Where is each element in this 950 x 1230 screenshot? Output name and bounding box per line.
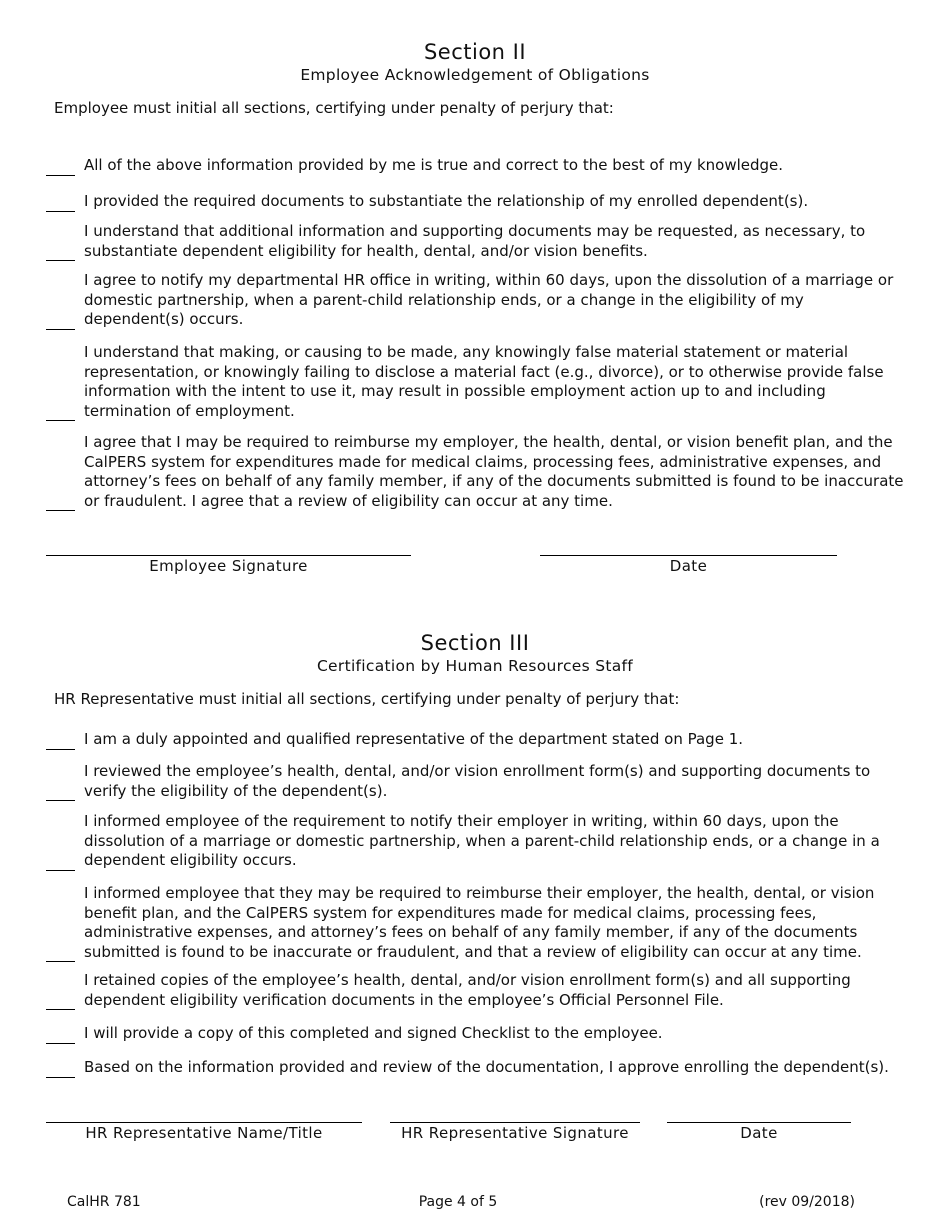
initial-blank[interactable] xyxy=(46,870,75,871)
section-3-item xyxy=(46,971,906,1010)
initial-blank[interactable] xyxy=(46,175,75,176)
item-text: I agree that I may be required to reimburse my employer, the health, dental, or vision benefit plan, and the CalPERS system for expenditures made for medical claims, processing fees, administrative expenses, and attorney’s fees on behalf of any family member, if any of the documents submitted is found to be inaccurate or fraudulent. I agree that a review of eligibility can occur at any time. xyxy=(84,433,904,510)
item-text: I am a duly appointed and qualified representative of the department stated on Page 1. xyxy=(84,730,744,748)
item-text: I will provide a copy of this completed and signed Checklist to the employee. xyxy=(84,1024,663,1042)
section-3-title: Section III xyxy=(420,631,530,655)
item-text: I informed employee of the requirement to notify their employer in writing, within 60 days, upon the dissolution of a marriage or domestic partnership, when a parent-child relationship ends, or a change in a dependent eligibility occurs. xyxy=(84,812,880,870)
employee-signature-line[interactable] xyxy=(46,555,411,556)
page-number: Page 4 of 5 xyxy=(418,1194,498,1210)
section-2-title: Section II xyxy=(423,40,527,64)
hr-name-title-line[interactable] xyxy=(46,1122,362,1123)
initial-blank[interactable] xyxy=(46,1009,75,1010)
item-text: I reviewed the employee’s health, dental, and/or vision enrollment form(s) and supporting documents to verify the eligibility of the dependent(s). xyxy=(84,762,871,800)
section-2-item xyxy=(46,433,906,511)
initial-blank[interactable] xyxy=(46,1077,75,1078)
section-3-item xyxy=(46,730,906,750)
section-2-item xyxy=(46,271,906,330)
item-text: Based on the information provided and review of the documentation, I approve enrolling the dependent(s). xyxy=(84,1058,889,1076)
initial-blank[interactable] xyxy=(46,420,75,421)
initial-blank[interactable] xyxy=(46,800,75,801)
section-3-item xyxy=(46,1024,906,1044)
hr-signature-line[interactable] xyxy=(390,1122,640,1123)
initial-blank[interactable] xyxy=(46,961,75,962)
initial-blank[interactable] xyxy=(46,1043,75,1044)
hr-signature-label: HR Representative Signature xyxy=(401,1124,629,1142)
section-2-item xyxy=(46,156,906,176)
item-text: I agree to notify my departmental HR office in writing, within 60 days, upon the dissolution of a marriage or domestic partnership, when a parent-child relationship ends, or a change in the eligibility of my dependent(s) occurs. xyxy=(84,271,894,329)
section-3-item xyxy=(46,762,906,801)
section-3-item xyxy=(46,884,906,962)
section-2-item xyxy=(46,192,906,212)
section-2-item xyxy=(46,343,906,421)
hr-name-title-label: HR Representative Name/Title xyxy=(85,1124,323,1142)
item-text: I understand that making, or causing to be made, any knowingly false material statement or material representation, or knowingly failing to disclose a material fact (e.g., divorce), or to otherwise provide false information with the intent to use it, may result in possible employment action up to and including termination of employment. xyxy=(84,343,884,420)
hr-date-label: Date xyxy=(740,1124,778,1142)
section-2-intro: Employee must initial all sections, certifying under penalty of perjury that: xyxy=(54,99,614,117)
employee-date-line[interactable] xyxy=(540,555,837,556)
section-2-item xyxy=(46,222,906,261)
hr-date-line[interactable] xyxy=(667,1122,851,1123)
employee-signature-label: Employee Signature xyxy=(149,557,308,575)
initial-blank[interactable] xyxy=(46,211,75,212)
initial-blank[interactable] xyxy=(46,260,75,261)
initial-blank[interactable] xyxy=(46,510,75,511)
item-text: I retained copies of the employee’s health, dental, and/or vision enrollment form(s) and all supporting dependent eligibility verification documents in the employee’s Official Personnel File. xyxy=(84,971,851,1009)
section-3-item xyxy=(46,1058,906,1078)
initial-blank[interactable] xyxy=(46,749,75,750)
item-text: I informed employee that they may be required to reimburse their employer, the health, dental, or vision benefit plan, and the CalPERS system for expenditures made for medical claims, processing fees, administrative expenses, and attorney’s fees on behalf of any family member, if any of the documents submitted is found to be inaccurate or fraudulent, and that a review of eligibility can occur at any time. xyxy=(84,884,875,961)
section-2-subtitle: Employee Acknowledgement of Obligations xyxy=(300,66,650,84)
form-id: CalHR 781 xyxy=(67,1194,141,1210)
section-3-subtitle: Certification by Human Resources Staff xyxy=(316,657,634,675)
item-text: I understand that additional information and supporting documents may be requested, as necessary, to substantiate dependent eligibility for health, dental, and/or vision benefits. xyxy=(84,222,866,260)
initial-blank[interactable] xyxy=(46,329,75,330)
section-3-intro: HR Representative must initial all sections, certifying under penalty of perjury that: xyxy=(54,690,680,708)
employee-date-label: Date xyxy=(669,557,708,575)
section-3-item xyxy=(46,812,906,871)
revision-date: (rev 09/2018) xyxy=(759,1194,855,1210)
item-text: All of the above information provided by me is true and correct to the best of my knowledge. xyxy=(84,156,784,174)
item-text: I provided the required documents to substantiate the relationship of my enrolled dependent(s). xyxy=(84,192,809,210)
